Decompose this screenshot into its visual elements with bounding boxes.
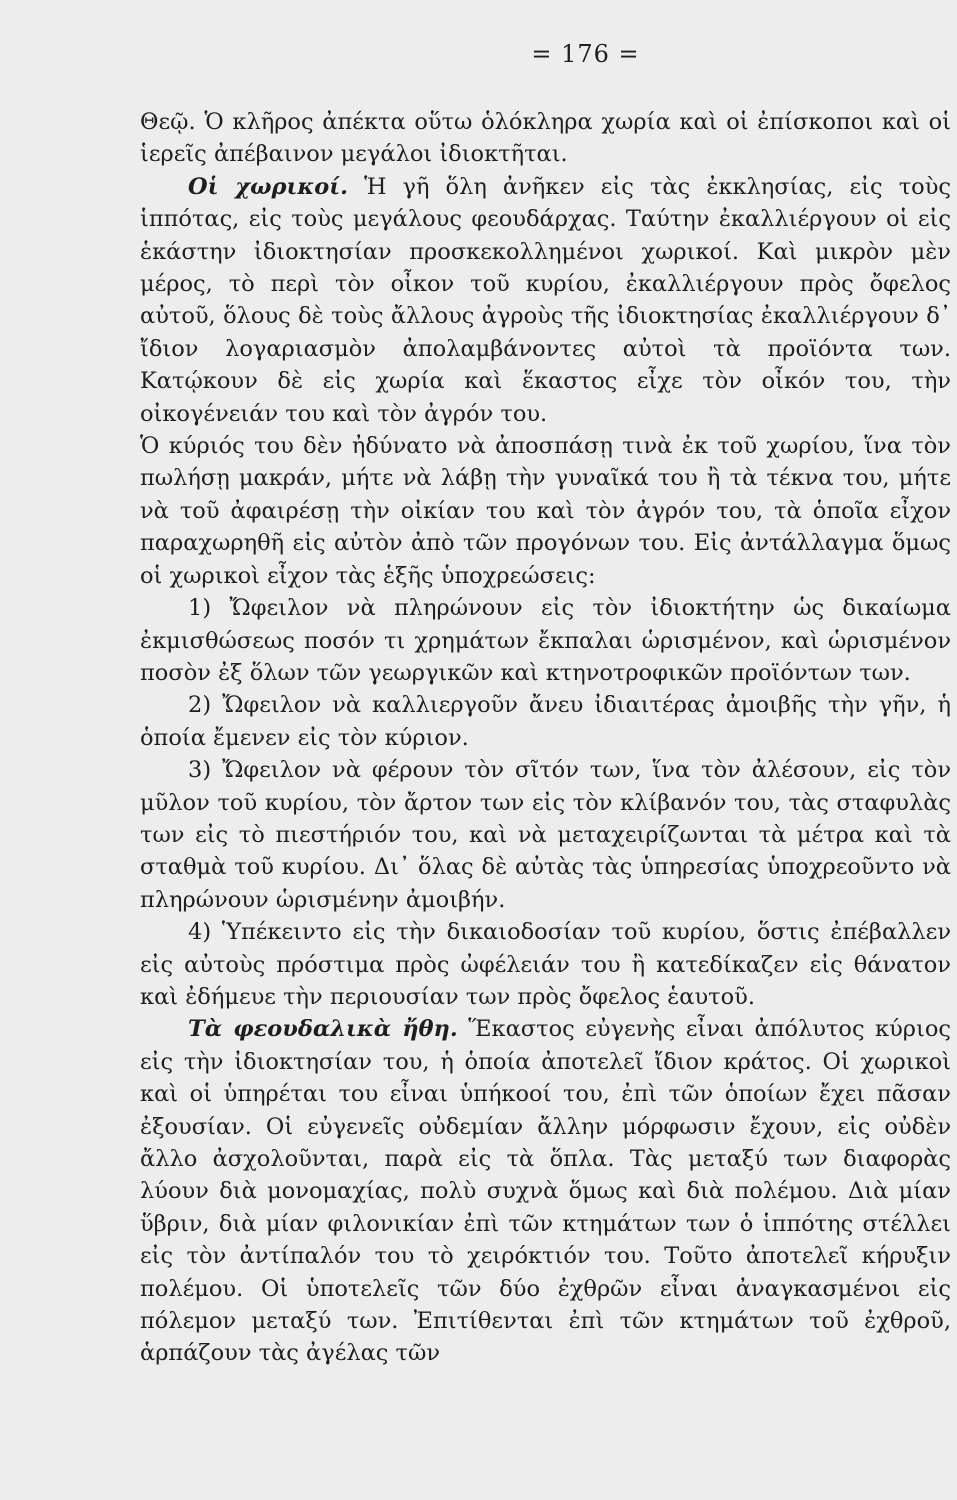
paragraph-text: Θεῷ. Ὁ κλῆρος ἀπέκτα οὕτω ὁλόκληρα χωρία καὶ οἱ ἐπίσκοποι καὶ οἱ ἱερεῖς ἀπέβαινον μεγάλοι ἰδιοκτῆται. xyxy=(140,109,951,168)
paragraph-text: Ἕκαστος εὐγενὴς εἶναι ἀπόλυτος κύριος εἰς τὴν ἰδιοκτησίαν του, ἡ ὁποία ἀποτελεῖ ἴδιον κράτος. Οἱ χωρικοὶ καὶ οἱ ὑπηρέται του εἶναι ὑπήκοοί του, ἐπὶ τῶν ὁποίων ἔχει πᾶσαν ἐξουσίαν. Οἱ εὐγενεῖς οὐδεμίαν ἄλλην μόρφωσιν ἔχουν, εἰς οὐδὲν ἄλλο ἀσχολοῦνται, παρὰ εἰς τὰ ὅπλα. Τὰς μεταξύ των διαφορὰς λύουν διὰ μονομαχίας, πολὺ συχνὰ ὅμως καὶ διὰ πολέμου. Διὰ μίαν ὕβριν, διὰ μίαν φιλονικίαν ἐπὶ τῶν κτημάτων των ὁ ἱππότης στέλλει εἰς τὸν ἀντίπαλόν του τὸ χειρόκτιόν του. Τοῦτο ἀποτελεῖ κήρυξιν πολέμου. Οἱ ὑποτελεῖς τῶν δύο ἐχθρῶν εἶναι ἀναγκασμένοι εἰς πόλεμον μεταξύ των. Ἐπιτίθενται ἐπὶ τῶν κτημάτων τοῦ ἐχθροῦ, ἁρπάζουν τὰς ἀγέλας τῶν xyxy=(140,1016,951,1367)
paragraph xyxy=(140,430,951,592)
paragraph-text: 4) Ὑπέκειντο εἰς τὴν δικαιοδοσίαν τοῦ κυρίου, ὅστις ἐπέβαλλεν εἰς αὐτοὺς πρόστιμα πρὸς ὠφέλειάν του ἢ κατεδίκαζεν εἰς θάνατον καὶ ἐδήμευε τὴν περιουσίαν των πρὸς ὄφελος ἑαυτοῦ. xyxy=(140,919,951,1010)
list-item xyxy=(140,754,951,916)
paragraph-text: Ἡ γῆ ὅλη ἀνῆκεν εἰς τὰς ἐκκλησίας, εἰς τοὺς ἱππότας, εἰς τοὺς μεγάλους φεουδάρχας. Ταύτην ἐκαλλιέργουν οἱ εἰς ἑκάστην ἰδιοκτησίαν προσκεκολλημένοι χωρικοί. Καὶ μικρὸν μὲν μέρος, τὸ περὶ τὸν οἶκον τοῦ κυρίου, ἐκαλλιέργουν πρὸς ὄφελος αὐτοῦ, ὅλους δὲ τοὺς ἄλλους ἀγροὺς τῆς ἰδιοκτησίας ἐκαλλιέργουν δ᾽ ἴδιον λογαριασμὸν ἀπολαμβάνοντες αὐτοὶ τὰ προϊόντα των. Κατῴκουν δὲ εἰς χωρία καὶ ἕκαστος εἶχε τὸν οἶκόν του, τὴν οἰκογένειάν του καὶ τὸν ἀγρόν του. xyxy=(140,173,951,427)
list-item xyxy=(140,689,951,754)
section-heading-peasants: Οἱ χωρικοί. xyxy=(188,173,348,200)
paragraph xyxy=(140,1013,951,1369)
section-heading-feudal-customs: Τὰ φεουδαλικὰ ἤθη. xyxy=(188,1016,458,1043)
paragraph-text: 1) Ὤφειλον νὰ πληρώνουν εἰς τὸν ἰδιοκτήτην ὡς δικαίωμα ἐκμισθώσεως ποσόν τι χρημάτων ἔκπαλαι ὡρισμένον, καὶ ὡρισμένον ποσὸν ἐξ ὅλων τῶν γεωργικῶν καὶ κτηνοτροφικῶν προϊόντων των. xyxy=(140,595,951,686)
paragraph-text: 3) Ὤφειλον νὰ φέρουν τὸν σῖτόν των, ἵνα τὸν ἀλέσουν, εἰς τὸν μῦλον τοῦ κυρίου, τὸν ἄρτον των εἰς τὸν κλίβανόν του, τὰς σταφυλὰς των εἰς τὸ πιεστήριόν του, καὶ νὰ μεταχειρίζωνται τὰ μέτρα καὶ τὰ σταθμὰ τοῦ κυρίου. Δι᾽ ὅλας δὲ αὐτὰς τὰς ὑπηρεσίας ὑποχρεοῦντο νὰ πληρώνουν ὡρισμένην ἀμοιβήν. xyxy=(140,757,951,913)
paragraph-text: Ὁ κύριός του δὲν ἠδύνατο νὰ ἀποσπάσῃ τινὰ ἐκ τοῦ χωρίου, ἵνα τὸν πωλήσῃ μακράν, μήτε νὰ λάβῃ τὴν γυναῖκά του ἢ τὰ τέκνα του, μήτε νὰ τοῦ ἀφαιρέσῃ τὴν οἰκίαν του καὶ τὸν ἀγρόν του, τὰ ὁποῖα εἶχον παραχωρηθῆ εἰς αὐτὸν ἀπὸ τῶν προγόνων του. Εἰς ἀντάλλαγμα ὅμως οἱ χωρικοὶ εἶχον τὰς ἑξῆς ὑποχρεώσεις: xyxy=(140,433,951,589)
body-text xyxy=(140,106,951,1370)
paragraph xyxy=(140,106,951,171)
list-item xyxy=(140,592,951,689)
list-item xyxy=(140,916,951,1013)
paragraph xyxy=(140,171,951,430)
paragraph-text: 2) Ὤφειλον νὰ καλλιεργοῦν ἄνευ ἰδιαιτέρας ἀμοιβῆς τὴν γῆν, ἡ ὁποία ἔμενεν εἰς τὸν κύριον. xyxy=(140,692,951,751)
page-number: = 176 = xyxy=(531,40,640,68)
